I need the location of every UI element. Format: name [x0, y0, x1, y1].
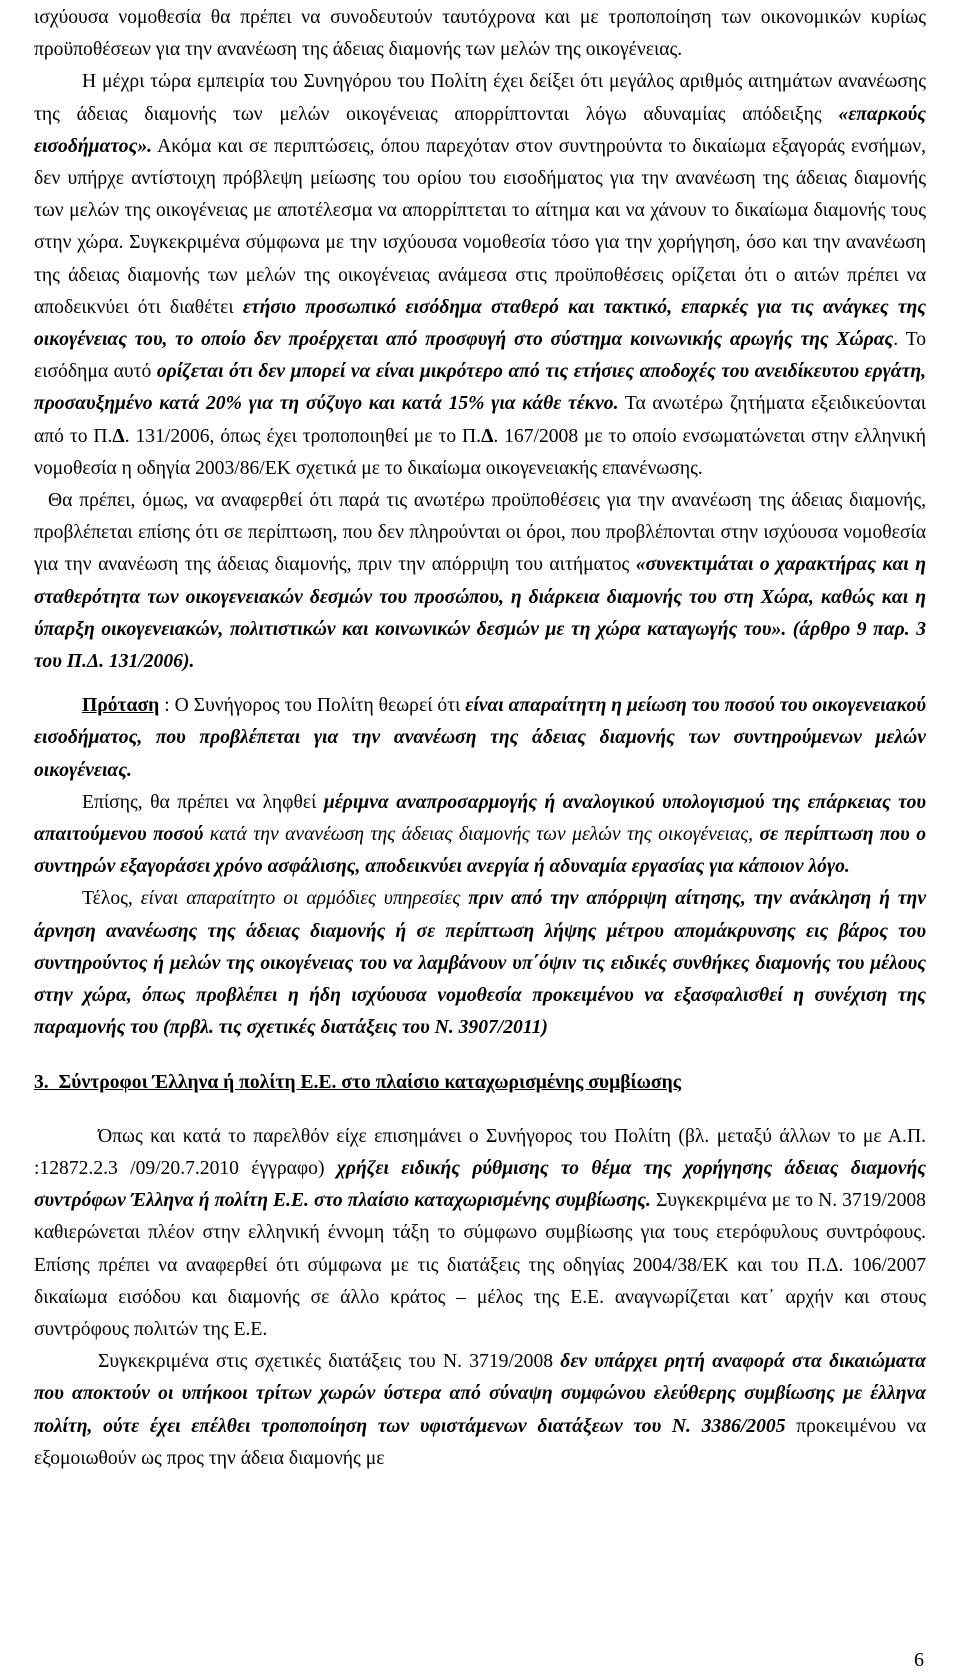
section-title: Σύντροφοι Έλληνα ή πολίτη Ε.Ε. στο πλαίσιο καταχωρισμένης συμβίωσης — [58, 1071, 681, 1093]
paragraph-partners — [34, 1121, 926, 1346]
text-run: Συγκεκριμένα με το Ν. 3719/2008 καθιερώνεται πλέον στην ελληνική έννομη τάξη το σύμφωνο συμβίωσης για τους ετερόφυλους συντρόφους. Επίσης πρέπει να αναφερθεί ότι σύμφωνα με τις διατάξεις της οδηγίας 2004/38/ΕΚ και του Π.Δ. 106/2007 δικαίωμα εισόδου και διαμονής σε άλλο κράτος – μέλος της Ε.Ε. αναγνωρίζεται κατ᾽ αρχήν και στους συντρόφους πολιτών της Ε.Ε. — [34, 1190, 926, 1340]
text-run: προκειμένου να εξομοιωθούν ως προς την άδεια διαμονής με — [34, 1415, 927, 1469]
text-run: . Το εισόδημα αυτό — [34, 329, 926, 383]
emphasis-adjustment: μέριμνα αναπροσαρμογής ή αναλογικού υπολογισμού της επάρκειας του απαιτούμενου ποσού — [34, 791, 926, 846]
text-run: : Ο Συνήγορος του Πολίτη θεωρεί ότι — [159, 695, 466, 717]
text-run: Τα ανωτέρω ζητήματα εξειδικεύονται από το Π. — [34, 393, 926, 447]
text-run — [460, 888, 468, 909]
section-heading — [34, 1067, 926, 1099]
text-run: κατά την ανανέωση της άδειας διαμονής των μελών της οικογένειας, — [203, 824, 760, 846]
emphasis-no-reference: δεν υπάρχει ρητή αναφορά στα δικαιώματα που αποκτούν οι υπήκοοι τρίτων χωρών ύστερα από σύναψη συμφώνου ελεύθερης συμβίωσης με έλληνα πολίτη, ούτε έχει επέλθει τροποποίηση των υφιστάμενων διατάξεων του Ν. 3386/2005 — [34, 1351, 926, 1437]
text-run: . 167/2008 με το οποίο ενσωματώνεται στην ελληνική νομοθεσία η οδηγία 2003/86/ΕΚ σχετικά με το δικαίωμα οικογενειακής επανένωσης. — [34, 425, 926, 479]
document-page — [34, 0, 926, 1475]
paragraph-refusal — [34, 485, 926, 678]
paragraph-also — [34, 787, 926, 884]
text-run: Συγκεκριμένα στις σχετικές διατάξεις του Ν. 3719/2008 — [98, 1351, 561, 1373]
text-run: Η μέχρι τώρα εμπειρία του Συνηγόρου του Πολίτη έχει δείξει ότι μεγάλος αριθμός αιτημάτων ανανέωσης της άδειας διαμονής των μελών οικογένειας απορρίπτονται λόγω αδυναμίας απόδειξης — [34, 71, 926, 125]
paragraph-intro: ισχύουσα νομοθεσία θα πρέπει να συνοδευτούν ταυτόχρονα και με τροποποίηση των οικονομικών κυρίως προϋποθέσεων για την ανανέωση της άδειας διαμονής των μελών της οικογένειας. — [34, 7, 926, 61]
emphasis-sufficient-income: «επαρκούς εισοδήματος». — [34, 103, 926, 157]
emphasis-special-regulation: χρήζει ειδικής ρύθμισης το θέμα της χορήγησης άδειας διαμονής συντρόφων Έλληνα ή πολίτη Ε.Ε. στο πλαίσιο καταχωρισμένης συμβίωσης. — [34, 1157, 926, 1212]
text-run: είναι απαραίτητο οι αρμόδιες υπηρεσίες — [140, 888, 461, 910]
emphasis-income-limit: ορίζεται ότι δεν μπορεί να είναι μικρότερο από τις ετήσιες αποδοχές του ανειδίκευτου εργάτη, προσαυξημένο κατά 20% για τη σύζυγο και κατά 15% για κάθε τέκνο. — [34, 361, 926, 415]
emphasis-before-rejection: πριν από την απόρριψη αίτησης, την ανάκληση ή την άρνηση ανανέωσης της άδειας διαμονής ή σε περίπτωση λήψης μέτρου απομάκρυνσης εις βάρος του συντηρούντος ή μελών της οικογένειας του να λαμβάνουν υπ΄όψιν τις ειδικές συνθήκες διαμονής του μέλους στην χώρα, όπως προβλέπει η ήδη ισχύουσα νομοθεσία προκειμένου να εξασφαλισθεί η συνέχιση της παραμονής του (πρβλ. τις σχετικές διατάξεις του Ν. 3907/2011) — [34, 888, 927, 1039]
text-run: Όπως και κατά το παρελθόν είχε επισημάνει ο Συνήγορος του Πολίτη (βλ. μεταξύ άλλων το με Α.Π. :12872.2.3 /09/20.7.2010 έγγραφο) — [34, 1125, 926, 1179]
paragraph-specifically — [34, 1346, 926, 1475]
proposal-label: Πρόταση — [82, 695, 160, 717]
emphasis-reduction: του ποσού του οικογενειακού εισοδήματος, που προβλέπεται για την ανανέωση της άδειας διαμονής των συντηρούμενων μελών οικογένειας. — [34, 695, 926, 781]
text-run: Ακόμα και σε περιπτώσεις, όπου παρεχόταν στον συντηρούντα το δικαίωμα εξαγοράς ενσήμων, δεν υπήρχε αντίστοιχη πρόβλεψη μείωσης του ορίου του εισοδήματος για την ανανέωση της άδειας διαμονής των μελών της οικογένειας με αποτέλεσμα να απορρίπτεται το αίτημα και να χάνουν το δικαίωμα διαμονής τους στην χώρα. Συγκεκριμένα σύμφωνα με την ισχύουσα νομοθεσία τόσο για την χορήγηση, όσο και την ανανέωση της άδειας διαμονής των μελών της οικογένειας ανάμεσα στις προϋποθέσεις ορίζεται ότι ο αιτών πρέπει να αποδεικνύει ότι διαθέτει — [34, 135, 926, 318]
text-run: Δ — [481, 425, 494, 447]
paragraph-proposal — [34, 690, 926, 787]
page-number: 6 — [914, 1649, 924, 1671]
paragraph-finally — [34, 883, 926, 1044]
text-run: Επίσης, θα πρέπει να ληφθεί — [82, 791, 324, 813]
section-number: 3. — [34, 1071, 49, 1093]
text-run: . 131/2006, όπως έχει τροποποιηθεί με το Π. — [124, 425, 482, 447]
emphasis-unemployment: σε περίπτωση που ο συντηρών εξαγοράσει χρόνο ασφάλισης, αποδεικνύει ανεργία ή αδυναμία εργασίας για κάποιον λόγο. — [34, 824, 926, 878]
emphasis-quote-article: «συνεκτιμάται ο χαρακτήρας και η σταθερότητα των οικογενειακών δεσμών του προσώπου, η διάρκεια διαμονής του στη Χώρα, καθώς και η ύπαρξη οικογενειακών, πολιτιστικών και κοινωνικών δεσμών με τη χώρα καταγωγής του». (άρθρο 9 παρ. 3 του Π.Δ. 131/2006). — [34, 554, 926, 673]
emphasis-annual-income: ετήσιο προσωπικό εισόδημα σταθερό και τακτικό, επαρκές για τις ανάγκες της οικογένειας του, το οποίο δεν προέρχεται από προσφυγή στο σύστημα κοινωνικής αρωγής της Χώρας — [34, 296, 927, 351]
text-run: Δ — [112, 425, 125, 447]
text-run: Θα πρέπει, όμως, να αναφερθεί ότι παρά τις ανωτέρω προϋποθέσεις για την ανανέωση της άδειας διαμονής, προβλέπεται επίσης ότι σε περίπτωση, που δεν πληρούνται οι όροι, που προβλέπονται στην ισχύουσα νομοθεσία για την ανανέωση της άδειας διαμονής, πριν την απόρριψη του αιτήματος — [34, 490, 926, 576]
paragraph-experience — [34, 66, 926, 485]
text-run: Τέλος, — [82, 888, 141, 910]
emphasis-necessary: είναι απαραίτητη η μείωση — [465, 695, 687, 717]
